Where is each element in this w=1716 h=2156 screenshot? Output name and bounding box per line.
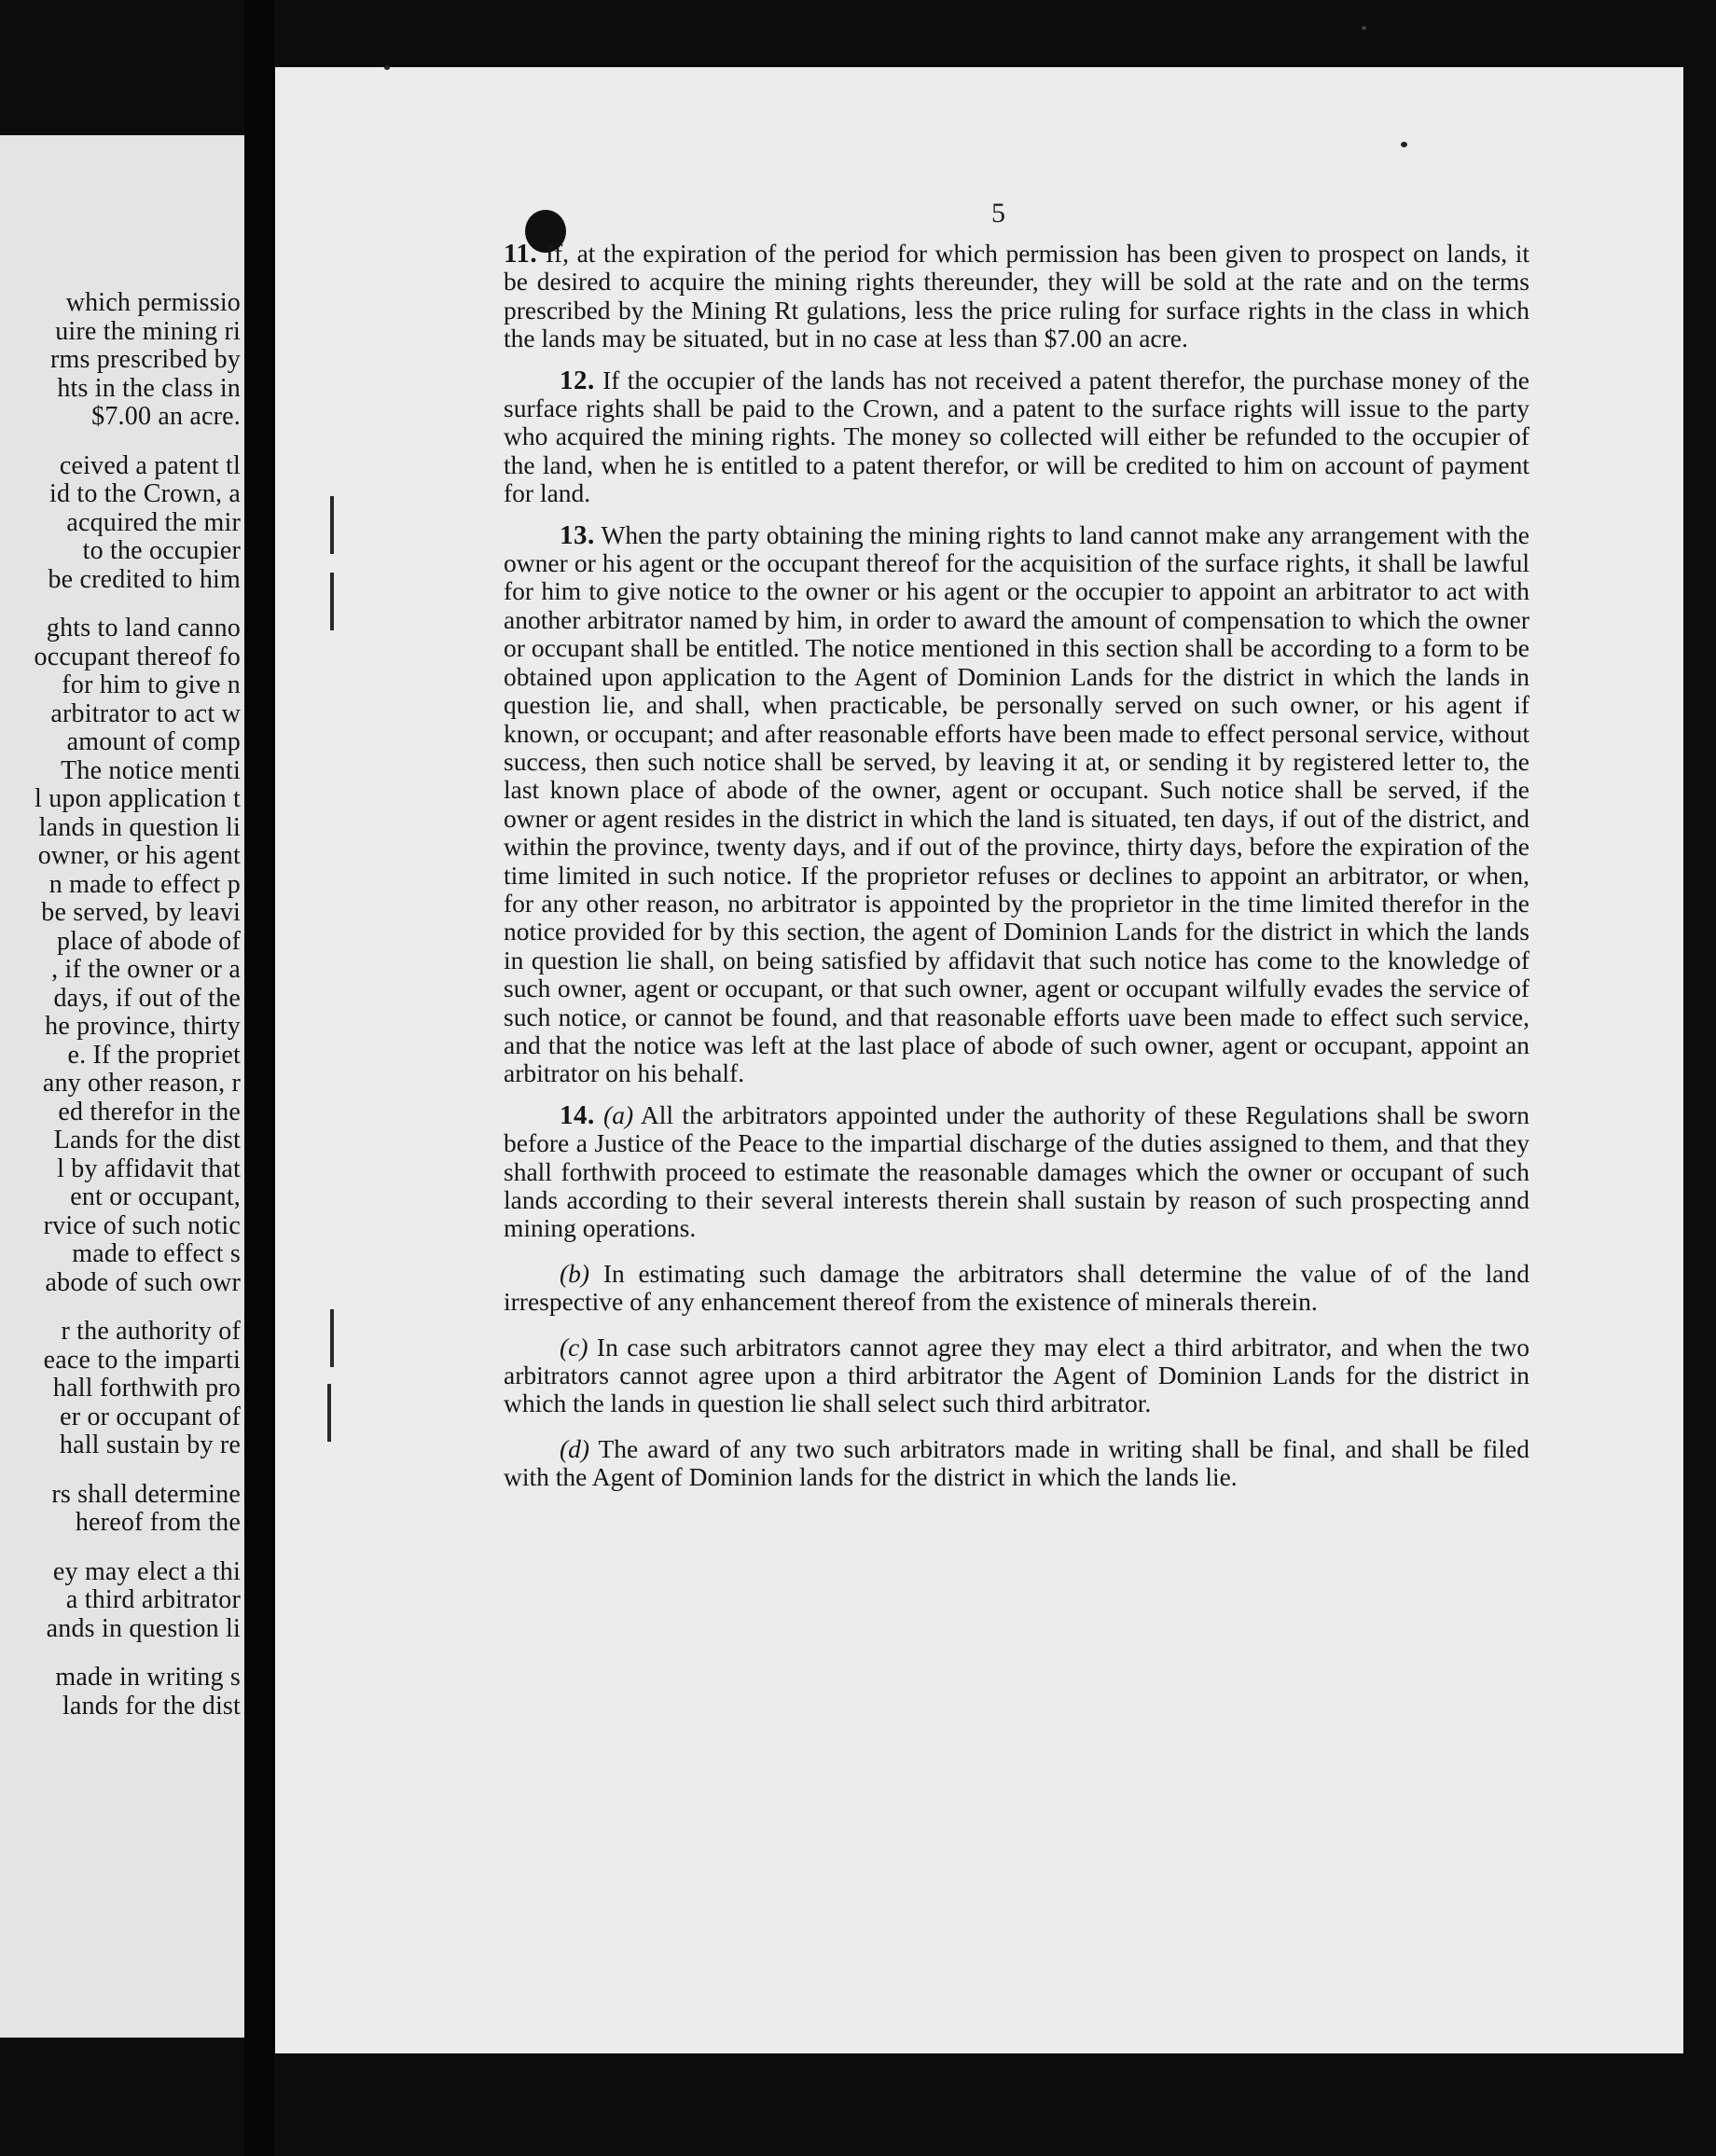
line-gap [0,594,241,615]
previous-page-line: l by affidavit that [57,1154,241,1183]
section-14c [504,1334,1529,1418]
section-12 [504,366,1529,508]
previous-page-line: made in writing s [55,1663,241,1692]
section-number: 13. [560,519,595,550]
previous-page-line: ed therefor in the [58,1097,241,1126]
section-13 [504,521,1529,1088]
previous-page-line: ghts to land canno [46,614,241,643]
previous-page-line: arbitrator to act w [50,698,241,728]
previous-page-line: er or occupant of [60,1402,241,1431]
speck [1401,142,1407,147]
previous-page-line: hts in the class in [57,373,241,403]
page-number: 5 [991,198,1005,228]
previous-page-line: days, if out of the [53,983,241,1013]
line-gap [0,432,241,452]
previous-page-line: ands in question li [46,1613,241,1643]
line-gap [0,1643,241,1664]
speck [1362,26,1366,30]
previous-page-line: e. If the propriet [67,1040,241,1070]
section-14a [504,1101,1529,1243]
previous-page-line: uire the mining ri [55,316,241,346]
section-number: 14. [560,1099,595,1130]
previous-page-line: for him to give n [62,670,241,699]
previous-page-line: eace to the imparti [43,1345,241,1375]
previous-page-line: a third arbitrator [65,1585,241,1614]
section-text: All the arbitrators appointed under the authority of these Regulations shall be sworn before a Justice of the Peace to the impartial discharge of the duties assigned to them, and that they shall forthwith proceed to estimate the reasonable damages which the owner or occupant of such lands according to their several interests therein shall sustain by reason of such prospecting annd mining operations. [504,1099,1529,1243]
section-text: If, at the expiration of the period for which permission has been given to prospect on lands, it be desired to acquire the mining rights thereunder, they will be sold at the rate and on the terms prescribed by the Mining Rt gulations, less the price ruling for surface rights in the class in which the lands may be situated, but in no case at less than $7.00 an acre. [504,239,1530,353]
section-14d [504,1435,1529,1492]
previous-page-text [0,289,241,1721]
margin-mark [330,573,334,630]
page-gutter-shadow [244,0,274,2156]
subsection-text: In case such arbitrators cannot agree they may elect a third arbitrator, and when the two arbitrators cannot agree upon a third arbitrator the Agent of Dominion Lands for the district in which the lands in question lie shall select such third arbitrator. [504,1332,1530,1418]
previous-page-line: rs shall determine [51,1479,241,1509]
previous-page-line: be served, by leavi [41,898,241,927]
section-text: When the party obtaining the mining rights to land cannot make any arrangement with the owner or his agent or the occupant thereof for the acquisition of the surface rights, it shall be lawful for him to give notice to the owner or his agent or the occupier to appoint an arbitrator to act with another arbitrator named by him, in order to award the amount of compensation to which the owner or occupant shall be entitled. The notice mentioned in this section shall be according to a form to be obtained upon application to the Agent of Dominion Lands for the district in which the lands in question lie, and shall, when practicable, be personally served on such owner, or his agent if known, or occupant; and after reasonable efforts have been made to effect personal service, without success, then such notice shall be served, by leaving it at, or sending it by registered letter to, the last known place of abode of the owner, agent or occupant. Such notice shall be served, if the owner or agent resides in the district in which the land is situated, ten days, if out of the district, and within the province, twenty days, and if out of the province, thirty days, before the expiration of the time limited in such notice. If the proprietor refuses or declines to appoint an arbitrator, or when, for any other reason, no arbitrator is appointed by the proprietor in the time limited therefor in the notice provided for by this section, the agent of Dominion Lands for the district in which the lands in question lie shall, on being satisfied by affidavit that such notice has come to the knowledge of such owner, agent or occupant, or that such owner, agent or occupant wilfully evades the service of such notice, or cannot be found, and that reasonable efforts uave been made to effect such service, and that the notice was left at the last place of abode of such owner, agent or occupant, appoint an arbitrator on his behalf. [504,519,1529,1088]
line-gap [0,1297,241,1318]
previous-page-fragment [0,135,244,2038]
previous-page-line: Lands for the dist [53,1126,241,1154]
margin-mark [330,496,334,554]
page-body [504,240,1529,1509]
previous-page-line: hall forthwith pro [52,1374,241,1403]
previous-page-line: acquired the mir [66,507,241,537]
line-gap [0,1538,241,1558]
previous-page-line: hall sustain by re [59,1430,241,1459]
previous-page-line: l upon application t [35,784,241,813]
previous-page-line: lands for the dist [62,1691,241,1721]
previous-page-line: to the occupier [82,536,241,565]
previous-page-line: he province, thirty [45,1012,241,1041]
previous-page-line: place of abode of [57,926,241,956]
previous-page-line: $7.00 an acre. [91,402,241,431]
previous-page-line: owner, or his agent [37,841,241,870]
previous-page-line: id to the Crown, a [48,479,241,508]
document-page [275,67,1683,2053]
section-number: 11. [504,239,538,269]
previous-page-line: abode of such owr [45,1267,241,1297]
subsection-letter: (c) [560,1332,588,1361]
previous-page-line: which permissio [65,288,241,317]
previous-page-line: ey may elect a thi [52,1556,241,1586]
previous-page-line: rvice of such notic [43,1210,241,1240]
section-11 [504,240,1529,353]
subsection-text: In estimating such damage the arbitrators shall determine the value of of the land irrespective of any enhancement thereof from the existence of minerals therein. [504,1258,1529,1317]
subsection-letter: (b) [560,1258,590,1288]
section-number: 12. [560,365,595,395]
previous-page-line: ceived a patent tl [59,450,241,480]
speck [384,65,390,70]
previous-page-line: r the authority of [61,1317,241,1346]
previous-page-line: amount of comp [66,727,241,756]
section-text: If the occupier of the lands has not received a patent therefor, the purchase money of the surface rights shall be paid to the Crown, and a patent to the surface rights will issue to the party who acquired the mining rights. The money so collected will either be refunded to the occupier of the land, when he is entitled to a patent therefor, or will be credited to him on account of payment for land. [504,365,1530,508]
previous-page-line: The notice menti [61,755,241,785]
previous-page-line: hereof from the [75,1508,241,1537]
previous-page-line: any other reason, r [42,1069,241,1098]
previous-page-line: lands in question li [38,812,241,842]
section-14b [504,1260,1529,1317]
previous-page-line: , if the owner or a [51,955,241,984]
subsection-letter: (a) [603,1099,634,1129]
subsection-text: The award of any two such arbitrators made in writing shall be final, and shall be filed with the Agent of Dominion lands for the district in which the lands lie. [504,1433,1529,1492]
margin-mark [327,1384,331,1442]
line-gap [0,1460,241,1481]
previous-page-line: occupant thereof fo [34,642,241,671]
previous-page-line: ent or occupant, [70,1182,241,1211]
previous-page-line: n made to effect p [48,869,241,899]
previous-page-line: be credited to him [48,564,241,594]
subsection-letter: (d) [560,1433,590,1463]
previous-page-line: rms prescribed by [49,345,241,374]
previous-page-line: made to effect s [72,1239,241,1268]
margin-mark [330,1309,334,1367]
